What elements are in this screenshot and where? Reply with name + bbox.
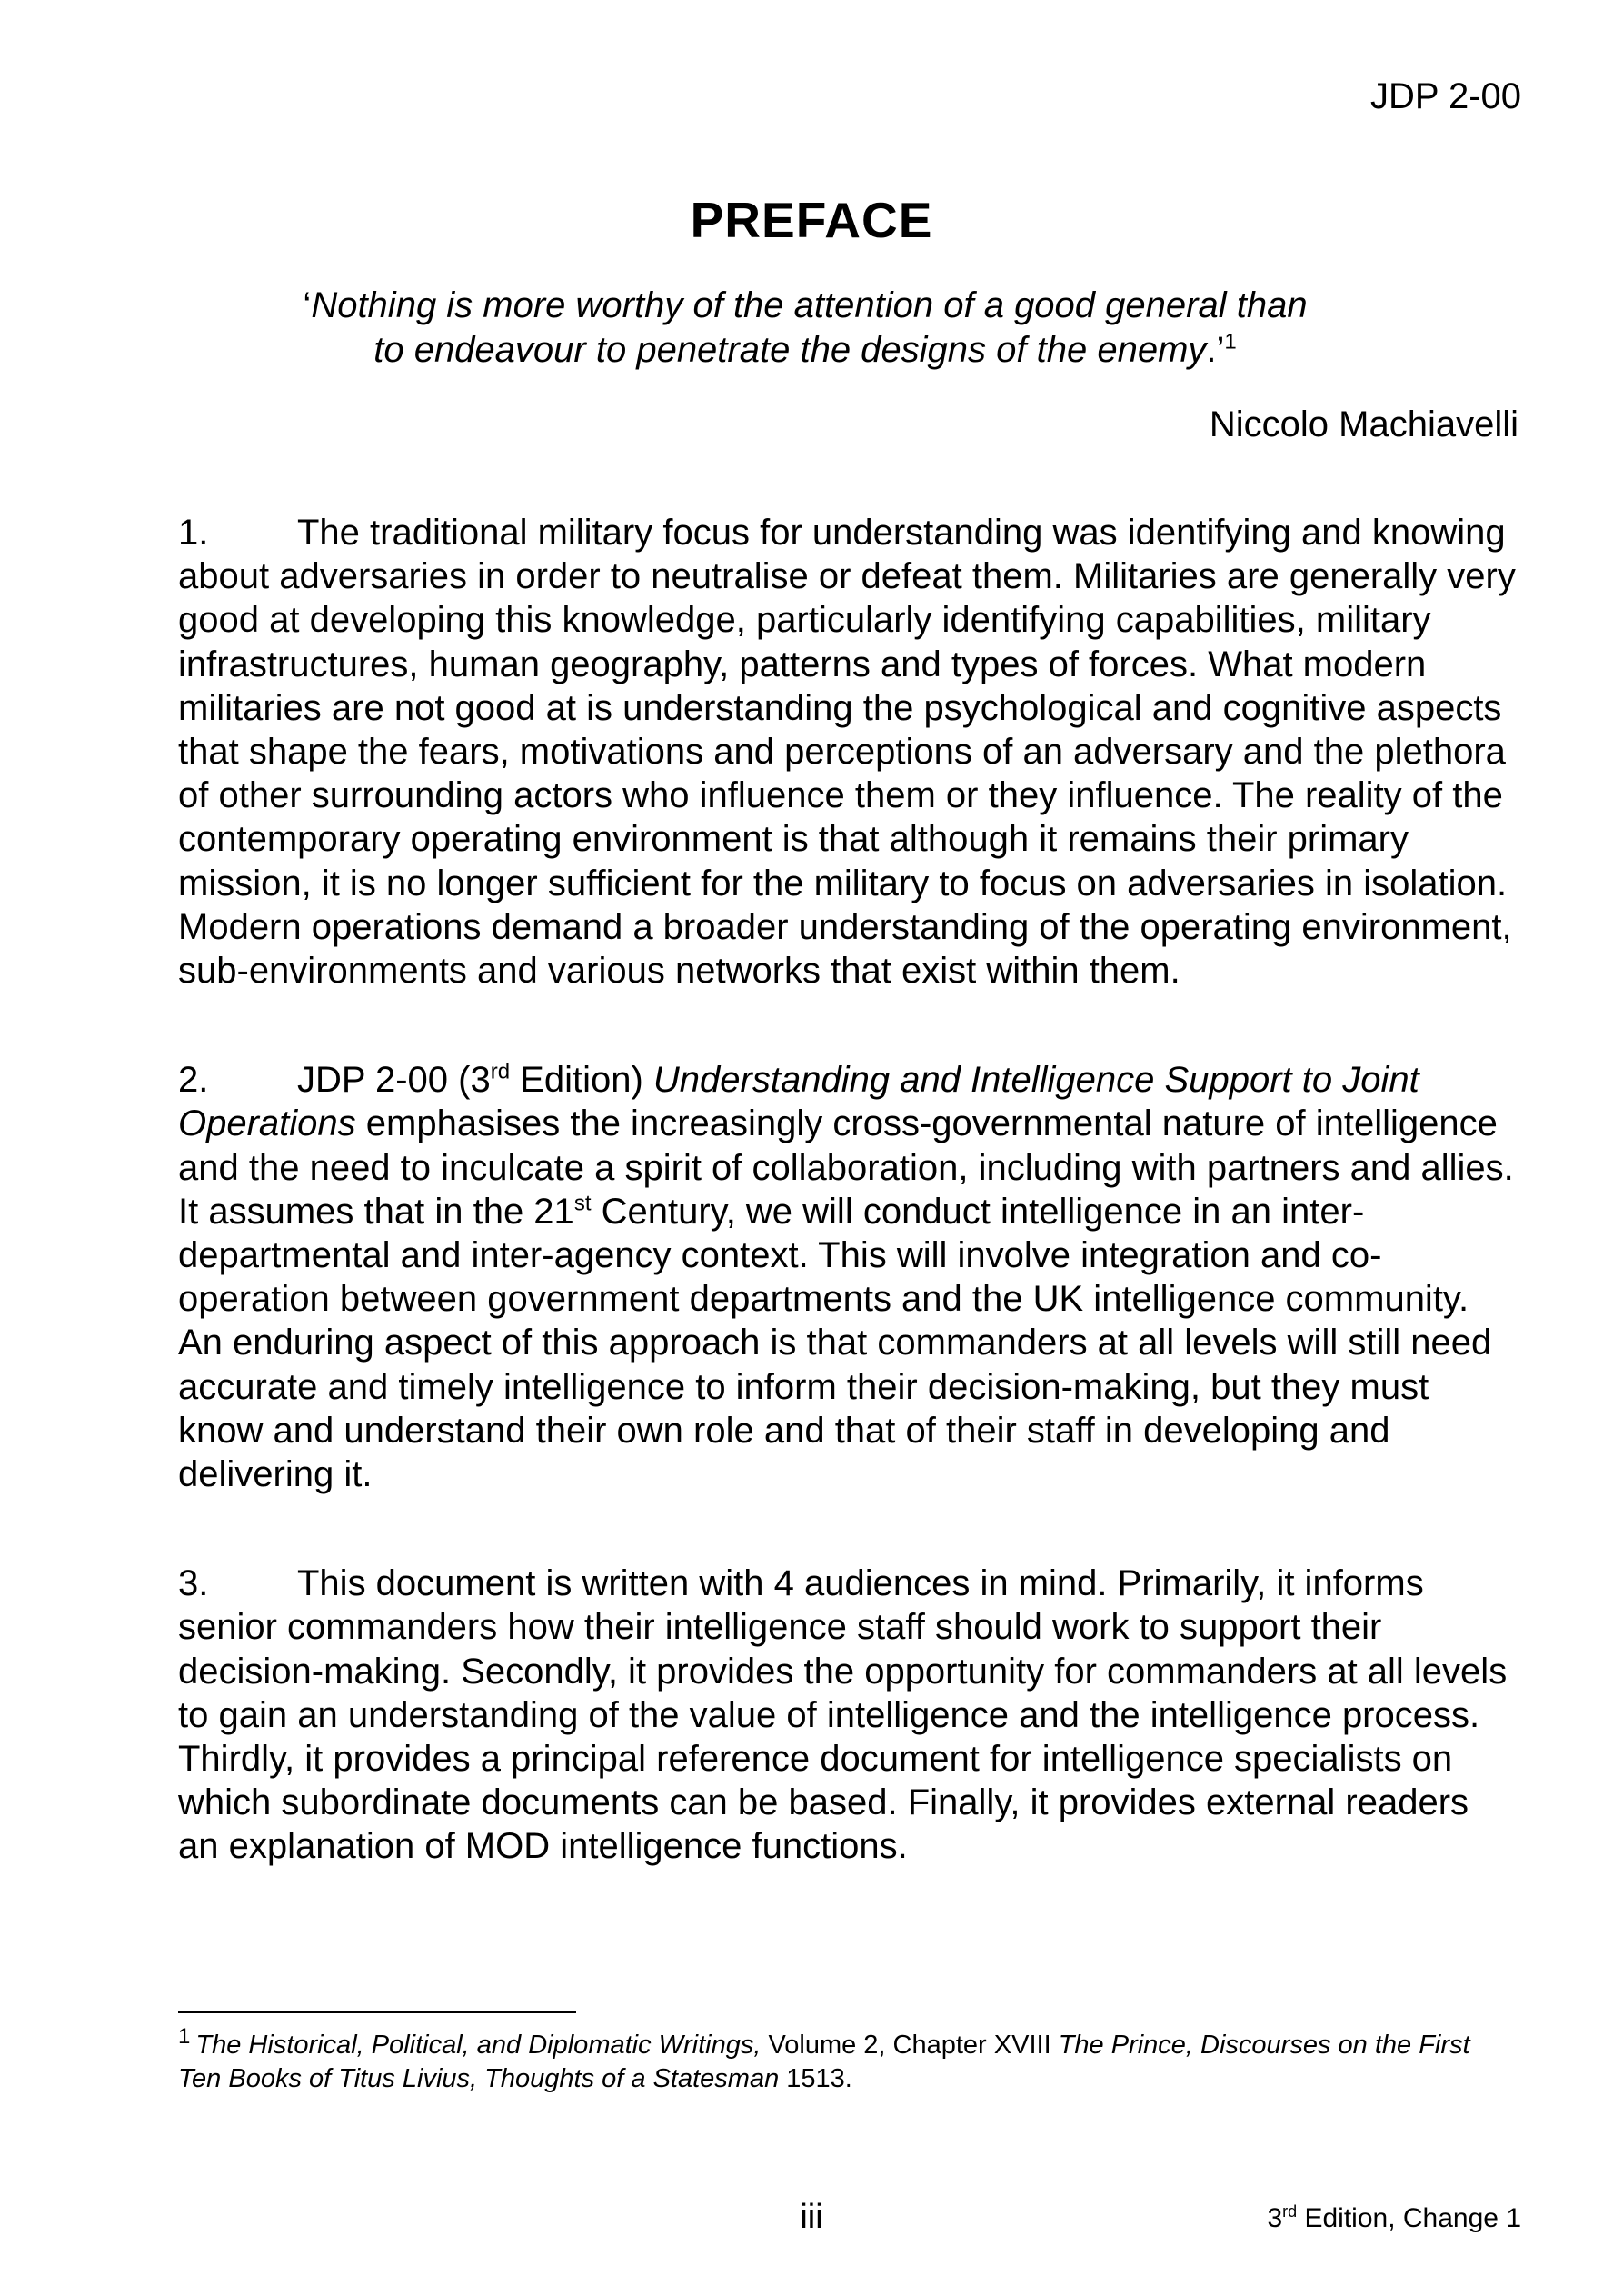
quote-open-mark: ‘ [303,285,312,325]
footnote-text: Volume 2, Chapter XVIII [761,2031,1059,2060]
footnote-text: 1513. [779,2064,852,2093]
paragraph-text: JDP 2-00 (3 [297,1060,491,1101]
quote-line-1: Nothing is more worthy of the attention of a good general than [311,285,1308,325]
edition-label [1267,2203,1521,2234]
paragraph-text: The traditional military focus for understanding was identifying and knowing about adversaries in order to neutralise or defeat them. Militaries are generally very good at developing this knowledge, particularly identifying capabilities, military infrastructures, human geography, patterns and types of forces. What modern militaries are not good at is understanding the psychological and cognitive aspects that shape the fears, motivations and perceptions of an adversary and the plethora of other surrounding actors who influence them or they influence. The reality of the contemporary operating environment is that although it remains their primary mission, it is no longer sufficient for the military to focus on adversaries in isolation. Modern operations demand a broader understanding of the operating environment, sub-environments and various networks that exist within them. [178,513,1516,992]
quote-line-2: to endeavour to penetrate the designs of the enemy [373,330,1207,370]
paragraph-number: 2. [178,1060,209,1101]
paragraph-1 [178,511,1518,993]
quote-footnote-ref: 1 [1224,329,1237,354]
page-title: PREFACE [690,192,933,248]
paragraph-number: 1. [178,513,209,553]
paragraph-2 [178,1058,1518,1496]
paragraph-text: emphasises the increasingly cross-governmental nature of intelligence and the need to inculcate a spirit of collaboration, including with partners and allies. It assumes that in the 21 [178,1103,1514,1232]
document-title-italic: Understanding and Intelligence Support to Joint Operations [178,1060,1419,1144]
paragraph-number: 3. [178,1563,209,1604]
ordinal-suffix: rd [490,1059,511,1084]
quote-attribution: Niccolo Machiavelli [1209,404,1518,444]
paragraph-text: This document is written with 4 audiences in mind. Primarily, it informs senior commanders how their intelligence staff should work to support their decision-making. Secondly, it provides the opportunity for commanders at all levels to gain an understanding of the value of intelligence and the intelligence process. Thirdly, it provides a principal reference document for intelligence specialists on which subordinate documents can be based. Finally, it provides external readers an explanation of MOD intelligence functions. [178,1563,1508,1867]
footnote-italic-title: The Historical, Political, and Diplomatic Writings, [195,2031,762,2060]
paragraph-3 [178,1562,1518,1868]
footnote-separator [178,2011,576,2013]
footnote [178,2024,1518,2096]
ordinal-suffix: st [573,1191,592,1216]
body-text [178,511,1518,1934]
edition-ordinal: rd [1282,2202,1298,2221]
document-reference: JDP 2-00 [1369,76,1521,116]
quote-close-mark: .’ [1206,330,1225,370]
footnote-mark: 1 [178,2024,191,2050]
edition-text: Edition, Change 1 [1297,2203,1521,2233]
paragraph-text: Edition) [510,1060,653,1101]
epigraph-quote [178,284,1432,373]
paragraph-text: Century, we will conduct intelligence in an inter-departmental and inter-agency context. This will involve integration and co-operation between government departments and the UK intelligence community. An enduring aspect of this approach is that commanders at all levels will still need accurate and timely intelligence to inform their decision-making, but they must know and understand their own role and that of their staff in developing and delivering it. [178,1191,1492,1495]
page-number: iii [800,2198,823,2236]
footnote-italic-title: The Prince, Discourses on the First Ten Books of Titus Livius, Thoughts of a Statesman [178,2031,1470,2093]
edition-number: 3 [1267,2203,1283,2233]
